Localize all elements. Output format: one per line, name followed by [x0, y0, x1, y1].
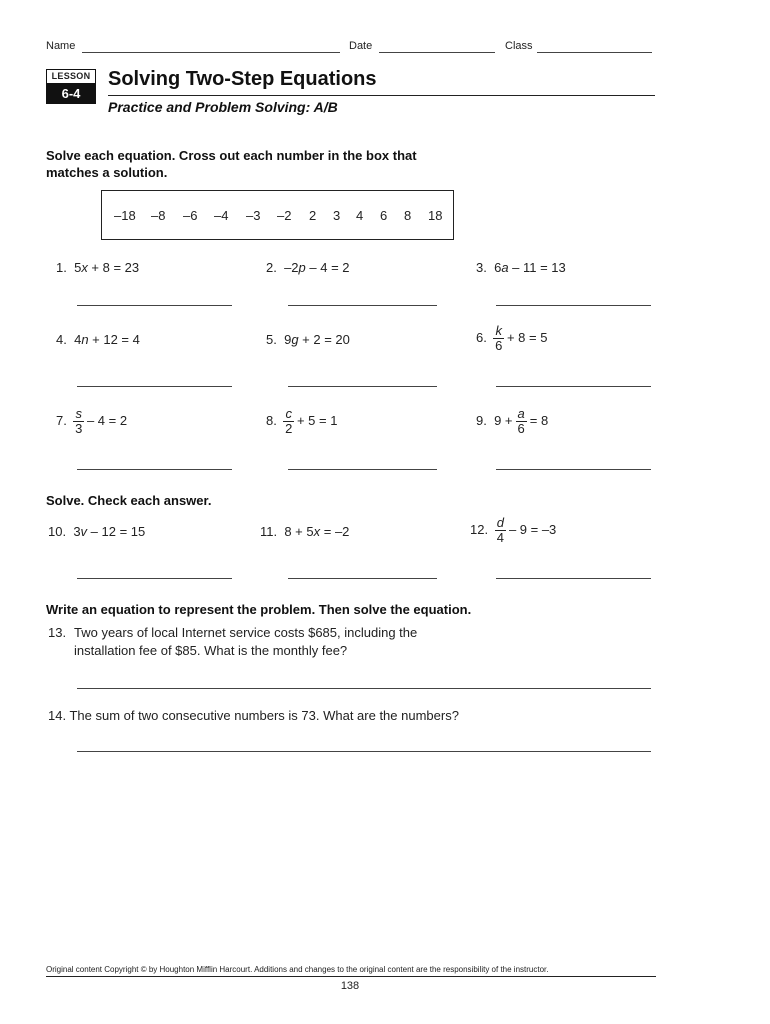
- answer-line-8[interactable]: [288, 469, 437, 470]
- section1-instruction: [46, 147, 417, 181]
- answer-line-5[interactable]: [288, 386, 437, 387]
- answer-line-1[interactable]: [77, 305, 232, 306]
- box-number[interactable]: 2: [309, 208, 317, 223]
- box-number[interactable]: 3: [333, 208, 341, 223]
- problem-8: 8. $\frac{c}{2}$ + 5 = 1: [266, 406, 338, 436]
- fraction: $\frac{s}{3}$: [75, 406, 83, 436]
- problem-14: 14. The sum of two consecutive numbers is 73. What are the numbers?: [48, 708, 459, 723]
- footer-rule: [46, 976, 656, 977]
- box-number[interactable]: 8: [404, 208, 412, 223]
- answer-line-13[interactable]: [77, 688, 651, 689]
- answer-line-9[interactable]: [496, 469, 651, 470]
- lesson-badge: [46, 69, 96, 104]
- answer-line-6[interactable]: [496, 386, 651, 387]
- lesson-label: LESSON: [46, 69, 96, 84]
- name-label: Name: [46, 40, 76, 52]
- answer-line-2[interactable]: [288, 305, 437, 306]
- title-rule: [108, 95, 655, 96]
- section2-instruction: Solve. Check each answer.: [46, 493, 212, 508]
- problem-13: 13. Two years of local Internet service costs $685, including the installation fee of $85. What is the monthly fee?: [48, 625, 418, 658]
- page-number: 138: [340, 980, 360, 992]
- box-number[interactable]: –8: [151, 208, 166, 223]
- answer-line-3[interactable]: [496, 305, 651, 306]
- problem-2: 2. –2p – 4 = 2: [266, 260, 350, 275]
- section1-instruction-line1: Solve each equation. Cross out each number in the box that: [46, 148, 417, 163]
- box-number[interactable]: –3: [246, 208, 261, 223]
- class-label: Class: [505, 40, 533, 52]
- box-number[interactable]: –2: [277, 208, 292, 223]
- problem-5: 5. 9g + 2 = 20: [266, 332, 350, 347]
- class-field[interactable]: [537, 52, 652, 53]
- date-field[interactable]: [379, 52, 495, 53]
- lesson-number: 6-4: [46, 84, 96, 104]
- answer-line-10[interactable]: [77, 578, 232, 579]
- problem-9: 9. 9 + $\frac{a}{6}$ = 8: [476, 406, 549, 436]
- problem-4: 4. 4n + 12 = 4: [56, 332, 140, 347]
- page-subtitle: Practice and Problem Solving: A/B: [108, 99, 338, 115]
- date-label: Date: [349, 40, 373, 52]
- fraction: $\frac{a}{6}$: [517, 406, 525, 436]
- fraction: $\frac{c}{2}$: [285, 406, 293, 436]
- problem-6: 6. $\frac{k}{6}$ + 8 = 5: [476, 323, 548, 353]
- fraction: $\frac{k}{6}$: [495, 323, 503, 353]
- section3-instruction: Write an equation to represent the problem. Then solve the equation.: [46, 602, 472, 617]
- box-number[interactable]: –4: [214, 208, 229, 223]
- problem-3: 3. 6a – 11 = 13: [476, 260, 566, 275]
- box-number[interactable]: –18: [114, 208, 136, 223]
- answer-line-4[interactable]: [77, 386, 232, 387]
- box-number[interactable]: 4: [356, 208, 364, 223]
- problem-10: 10. 3v – 12 = 15: [48, 524, 146, 539]
- copyright-notice: Original content Copyright © by Houghton Mifflin Harcourt. Additions and changes to the original content are the responsibility of the instructor.: [46, 965, 549, 974]
- box-number[interactable]: 6: [380, 208, 388, 223]
- page-title: Solving Two-Step Equations: [108, 68, 377, 90]
- section1-instruction-line2: matches a solution.: [46, 165, 168, 180]
- problem-1: 1. 5x + 8 = 23: [56, 260, 140, 275]
- box-number[interactable]: 18: [428, 208, 443, 223]
- problem-11: 11. 8 + 5x = –2: [260, 524, 350, 539]
- answer-line-12[interactable]: [496, 578, 651, 579]
- box-number[interactable]: –6: [183, 208, 198, 223]
- problem-7: 7. $\frac{s}{3}$ – 4 = 2: [56, 406, 128, 436]
- problem-12: 12. $\frac{d}{4}$ – 9 = –3: [470, 515, 557, 545]
- answer-line-14[interactable]: [77, 751, 651, 752]
- name-field[interactable]: [82, 52, 340, 53]
- fraction: $\frac{d}{4}$: [496, 515, 504, 545]
- answer-line-7[interactable]: [77, 469, 232, 470]
- answer-line-11[interactable]: [288, 578, 437, 579]
